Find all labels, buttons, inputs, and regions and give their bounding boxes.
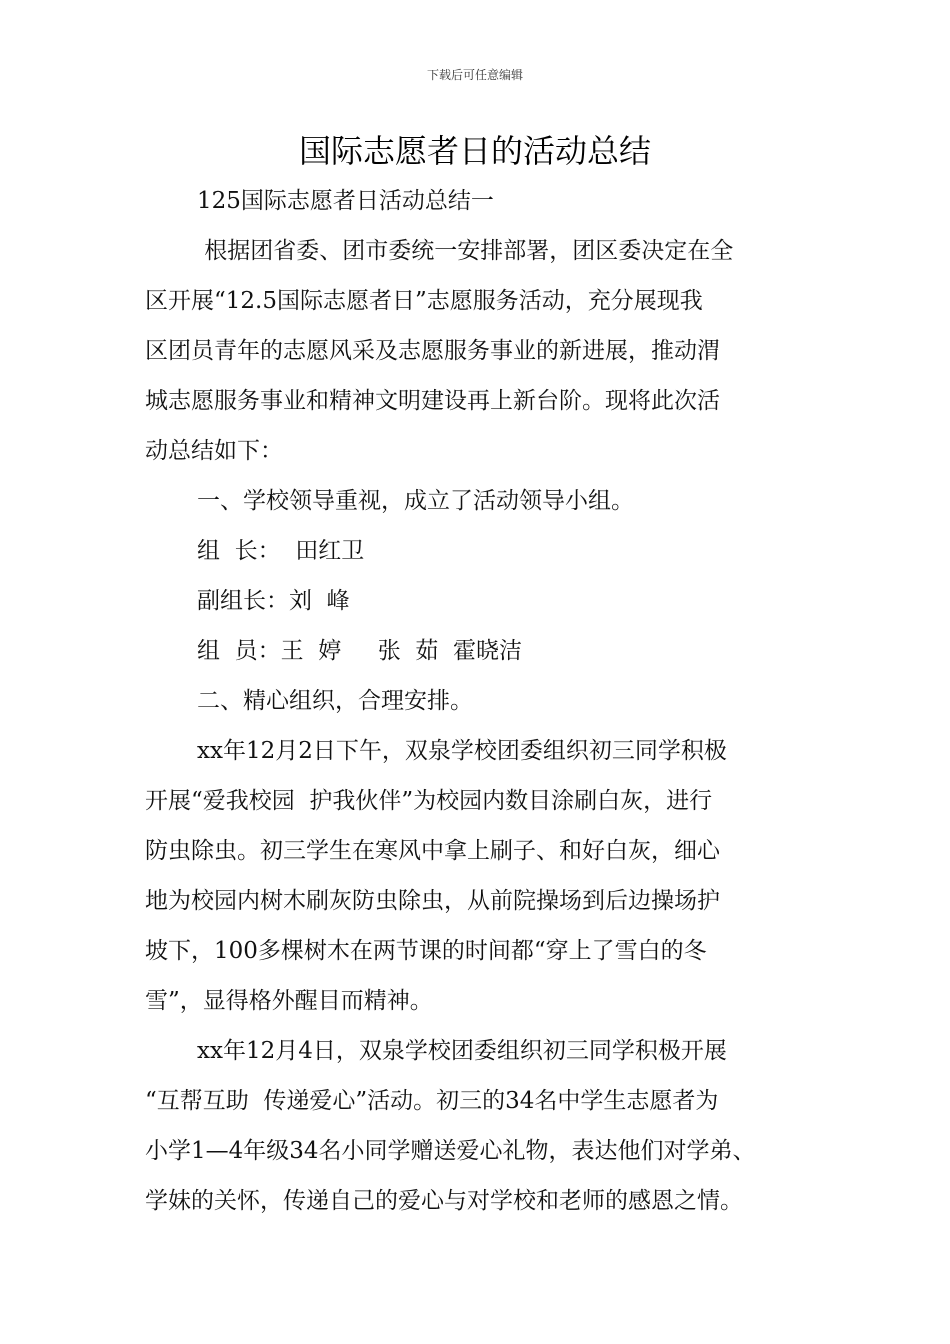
body-line: 动总结如下： bbox=[145, 438, 283, 464]
body-line: 开展“爱我校园 护我伙伴”为校园内数目涂刷白灰，进行 bbox=[145, 788, 713, 814]
body-line: 学妹的关怀，传递自己的爱心与对学校和老师的感恩之情。 bbox=[145, 1188, 743, 1214]
body-line: 雪”，显得格外醒目而精神。 bbox=[145, 988, 433, 1014]
body-line: 区团员青年的志愿风采及志愿服务事业的新进展，推动渭 bbox=[145, 338, 720, 364]
body-line: 防虫除虫。初三学生在寒风中拿上刷子、和好白灰，细心 bbox=[145, 838, 720, 864]
body-line: xx年12月2日下午，双泉学校团委组织初三同学积极 bbox=[197, 738, 727, 764]
body-line: 根据团省委、团市委统一安排部署，团区委决定在全 bbox=[197, 238, 734, 264]
body-line: 小学1—4年级34名小同学赠送爱心礼物，表达他们对学弟、 bbox=[145, 1138, 756, 1164]
body-line: 区开展“12.5国际志愿者日”志愿服务活动，充分展现我 bbox=[145, 288, 703, 314]
body-line: 125国际志愿者日活动总结一 bbox=[197, 188, 494, 214]
body-line: 副组长：刘 峰 bbox=[197, 588, 350, 614]
body-line: 一、学校领导重视，成立了活动领导小组。 bbox=[197, 488, 634, 514]
body-line: 组 长： 田红卫 bbox=[197, 538, 365, 564]
header-note: 下载后可任意编辑 bbox=[426, 68, 523, 82]
body-line: “互帮互助 传递爱心”活动。初三的34名中学生志愿者为 bbox=[145, 1088, 719, 1114]
document-title: 国际志愿者日的活动总结 bbox=[298, 132, 651, 170]
body-line: 二、精心组织，合理安排。 bbox=[197, 688, 473, 714]
body-line: 组 员：王 婷 张 茹 霍晓洁 bbox=[197, 638, 523, 664]
document-body bbox=[145, 176, 825, 1226]
body-line: xx年12月4日，双泉学校团委组织初三同学积极开展 bbox=[197, 1038, 727, 1064]
body-line: 城志愿服务事业和精神文明建设再上新台阶。现将此次活 bbox=[145, 388, 720, 414]
body-line: 坡下，100多棵树木在两节课的时间都“穿上了雪白的冬 bbox=[145, 938, 707, 964]
body-line: 地为校园内树木刷灰防虫除虫，从前院操场到后边操场护 bbox=[145, 888, 720, 914]
